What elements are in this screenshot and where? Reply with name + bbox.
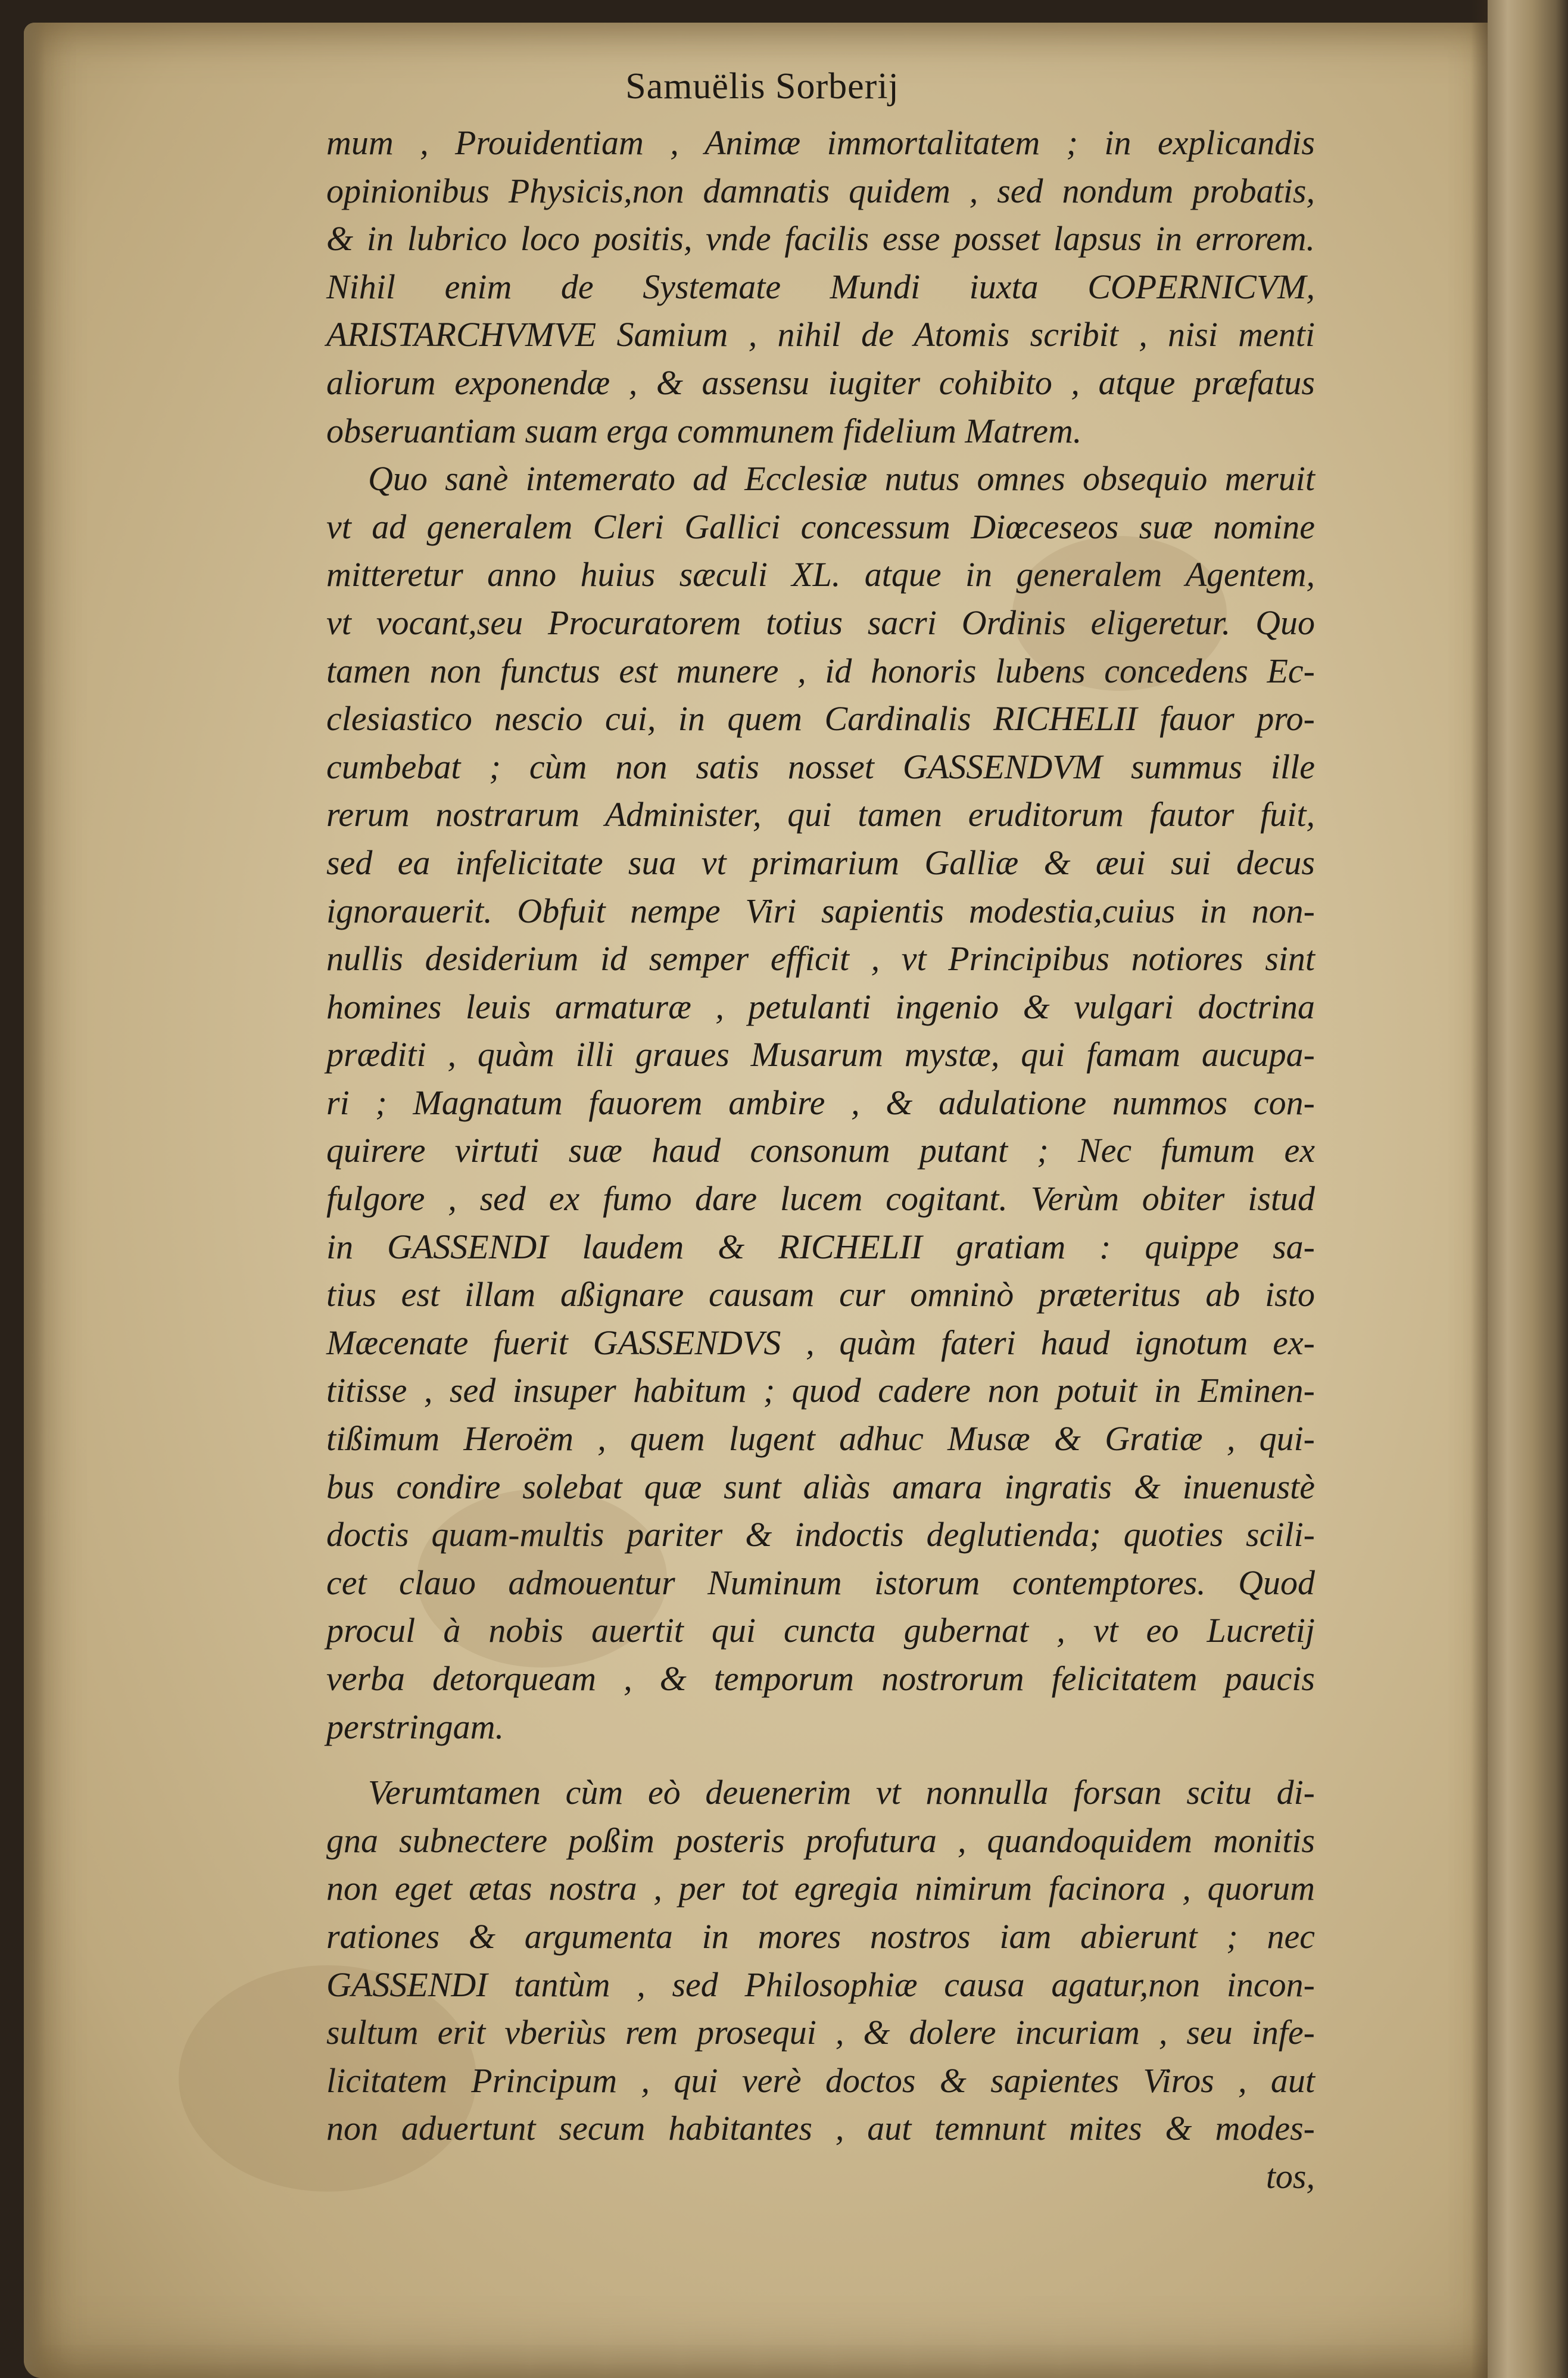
text-line: homines leuis armaturæ , petulanti ingenio & vulgari doctrina — [326, 987, 1315, 1026]
text-line: clesiastico nescio cui, in quem Cardinalis RICHELII fauor pro- — [326, 699, 1315, 738]
running-head: Samuëlis Sorberij — [625, 66, 899, 107]
text-line: tißimum Heroëm , quem lugent adhuc Musæ & Gratiæ , qui- — [326, 1419, 1315, 1458]
text-line: ARISTARCHVMVE Samium , nihil de Atomis scribit , nisi menti — [326, 315, 1315, 354]
text-line: perstringam. — [326, 1707, 504, 1746]
text-line: in GASSENDI laudem & RICHELII gratiam : quippe sa- — [326, 1227, 1315, 1266]
text-line: tamen non functus est munere , id honoris lubens concedens Ec- — [326, 651, 1315, 690]
text-line: Mæcenate fuerit GASSENDVS , quàm fateri haud ignotum ex- — [326, 1323, 1315, 1362]
text-line: sultum erit vberiùs rem prosequi , & dolere incuriam , seu infe- — [326, 2013, 1315, 2052]
text-line: vt ad generalem Cleri Gallici concessum Diœceseos suæ nomine — [326, 507, 1315, 546]
text-line: verba detorqueam , & temporum nostrorum felicitatem paucis — [326, 1659, 1315, 1698]
text-line: Quo sanè intemerato ad Ecclesiæ nutus omnes obsequio meruit — [368, 459, 1315, 498]
text-line: opinionibus Physicis,non damnatis quidem , sed nondum probatis, — [326, 171, 1315, 210]
text-line: non aduertunt secum habitantes , aut temnunt mites & modes- — [326, 2109, 1315, 2148]
paper-edge-shadow — [24, 23, 45, 2378]
text-line: nullis desiderium id semper efficit , vt Principibus notiores sint — [326, 939, 1315, 978]
text-line: vt vocant,seu Procuratorem totius sacri Ordinis eligeretur. Quo — [326, 603, 1315, 642]
text-line: fulgore , sed ex fumo dare lucem cogitant. Verùm obiter istud — [326, 1179, 1315, 1218]
text-line: licitatem Principum , qui verè doctos & sapientes Viros , aut — [326, 2061, 1315, 2100]
text-line: bus condire solebat quæ sunt aliàs amara ingratis & inuenustè — [326, 1467, 1315, 1506]
catchword: tos, — [1265, 2156, 1315, 2196]
text-line: non eget ætas nostra , per tot egregia nimirum facinora , quorum — [326, 1869, 1315, 1908]
text-line: Nihil enim de Systemate Mundi iuxta COPERNICVM, — [326, 267, 1315, 306]
text-line: Verumtamen cùm eò deuenerim vt nonnulla forsan scitu di- — [368, 1773, 1315, 1812]
text-line: rationes & argumenta in mores nostros iam abierunt ; nec — [326, 1916, 1315, 1956]
text-line: præditi , quàm illi graues Musarum mystæ, qui famam aucupa- — [326, 1035, 1315, 1074]
text-line: mitteretur anno huius sæculi XL. atque in generalem Agentem, — [326, 555, 1315, 594]
text-line: aliorum exponendæ , & assensu iugiter cohibito , atque præfatus — [326, 363, 1315, 402]
text-line: sed ea infelicitate sua vt primarium Galliæ & æui sui decus — [326, 843, 1315, 882]
text-line: ri ; Magnatum fauorem ambire , & adulatione nummos con- — [326, 1083, 1315, 1122]
text-line: rerum nostrarum Administer, qui tamen eruditorum fautor fuit, — [326, 795, 1315, 834]
text-line: ignorauerit. Obfuit nempe Viri sapientis modestia,cuius in non- — [326, 891, 1315, 930]
text-line: GASSENDI tantùm , sed Philosophiæ causa agatur,non incon- — [326, 1965, 1315, 2004]
text-line: & in lubrico loco positis, vnde facilis esse posset lapsus in errorem. — [326, 219, 1315, 258]
text-line: doctis quam-multis pariter & indoctis deglutienda; quoties scili- — [326, 1515, 1315, 1554]
text-line: gna subnectere poßim posteris profutura , quandoquidem monitis — [326, 1821, 1315, 1860]
text-line: cet clauo admouentur Numinum istorum contemptores. Quod — [326, 1563, 1315, 1602]
text-line: procul à nobis auertit qui cuncta gubernat , vt eo Lucretij — [326, 1611, 1315, 1650]
body-text — [326, 119, 1315, 2201]
text-line: obseruantiam suam erga communem fidelium Matrem. — [326, 411, 1082, 450]
text-line: tius est illam aßignare causam cur omninò præteritus ab isto — [326, 1275, 1315, 1314]
book-spine-edge — [1488, 0, 1568, 2378]
text-line: titisse , sed insuper habitum ; quod cadere non potuit in Eminen- — [326, 1371, 1315, 1410]
text-line: cumbebat ; cùm non satis nosset GASSENDVM summus ille — [326, 747, 1315, 786]
text-line: mum , Prouidentiam , Animæ immortalitatem ; in explicandis — [326, 123, 1315, 162]
text-line: quirere virtuti suæ haud consonum putant ; Nec fumum ex — [326, 1131, 1315, 1170]
